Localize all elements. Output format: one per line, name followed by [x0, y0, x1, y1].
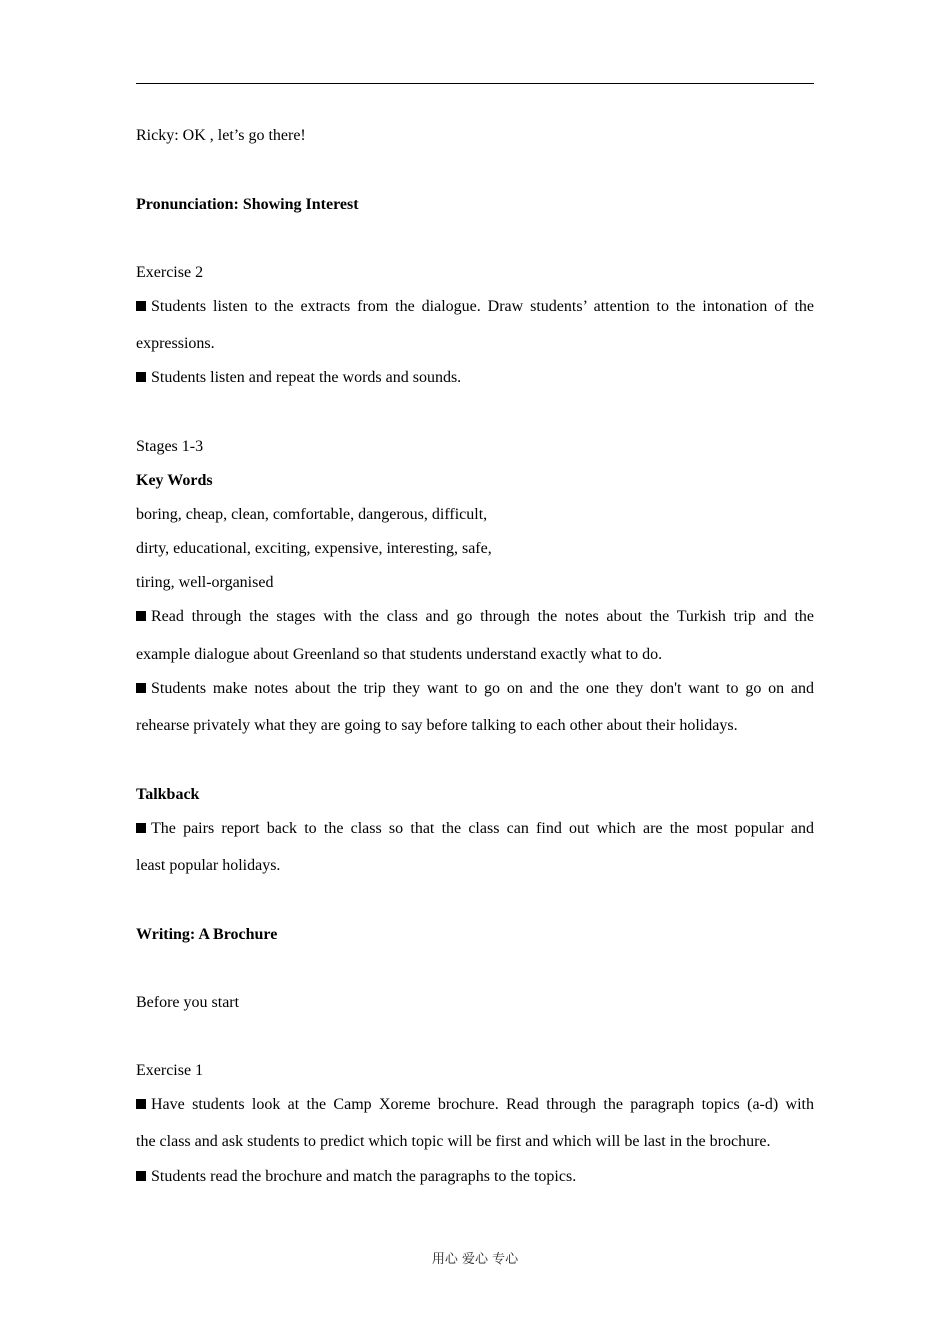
section-heading-writing: Writing: A Brochure — [136, 926, 278, 943]
bullet-line: Have students look at the Camp Xoreme brochure. Read through the paragraph topics (a-d) with — [136, 1095, 814, 1115]
square-bullet-icon — [136, 611, 146, 621]
bullet-line-continuation: rehearse privately what they are going to say before talking to each other about their holidays. — [136, 717, 738, 734]
key-words-heading: Key Words — [136, 472, 213, 489]
square-bullet-icon — [136, 823, 146, 833]
bullet-line: Read through the stages with the class and go through the notes about the Turkish trip and the — [136, 607, 814, 627]
square-bullet-icon — [136, 1171, 146, 1181]
page-footer: 用心 爱心 专心 — [431, 1252, 519, 1267]
bullet-line: Students listen to the extracts from the dialogue. Draw students’ attention to the intonation of the — [136, 297, 814, 317]
section-heading-pronunciation: Pronunciation: Showing Interest — [136, 196, 359, 213]
square-bullet-icon — [136, 301, 146, 311]
bullet-line-continuation: expressions. — [136, 335, 215, 352]
bullet-line-continuation: example dialogue about Greenland so that students understand exactly what to do. — [136, 646, 663, 663]
bullet-line: Students make notes about the trip they want to go on and the one they don't want to go on and — [136, 679, 814, 699]
exercise-label: Exercise 1 — [136, 1062, 204, 1079]
header-rule — [136, 83, 814, 84]
square-bullet-icon — [136, 372, 146, 382]
bullet-line: The pairs report back to the class so that the class can find out which are the most popular and — [136, 819, 814, 839]
bullet-line-continuation: the class and ask students to predict which topic will be first and which will be last in the brochure. — [136, 1133, 771, 1150]
key-words-line: dirty, educational, exciting, expensive, interesting, safe, — [136, 540, 492, 557]
bullet-line-continuation: least popular holidays. — [136, 857, 281, 874]
key-words-line: tiring, well-organised — [136, 574, 274, 591]
before-you-start-label: Before you start — [136, 994, 240, 1011]
talkback-heading: Talkback — [136, 786, 200, 803]
bullet-line: Students listen and repeat the words and sounds. — [136, 368, 814, 388]
key-words-line: boring, cheap, clean, comfortable, dangerous, difficult, — [136, 506, 488, 523]
exercise-label: Exercise 2 — [136, 264, 204, 281]
square-bullet-icon — [136, 683, 146, 693]
stages-label: Stages 1-3 — [136, 438, 204, 455]
square-bullet-icon — [136, 1099, 146, 1109]
dialogue-line: Ricky: OK , let’s go there! — [136, 127, 306, 144]
bullet-line: Students read the brochure and match the paragraphs to the topics. — [136, 1167, 814, 1187]
